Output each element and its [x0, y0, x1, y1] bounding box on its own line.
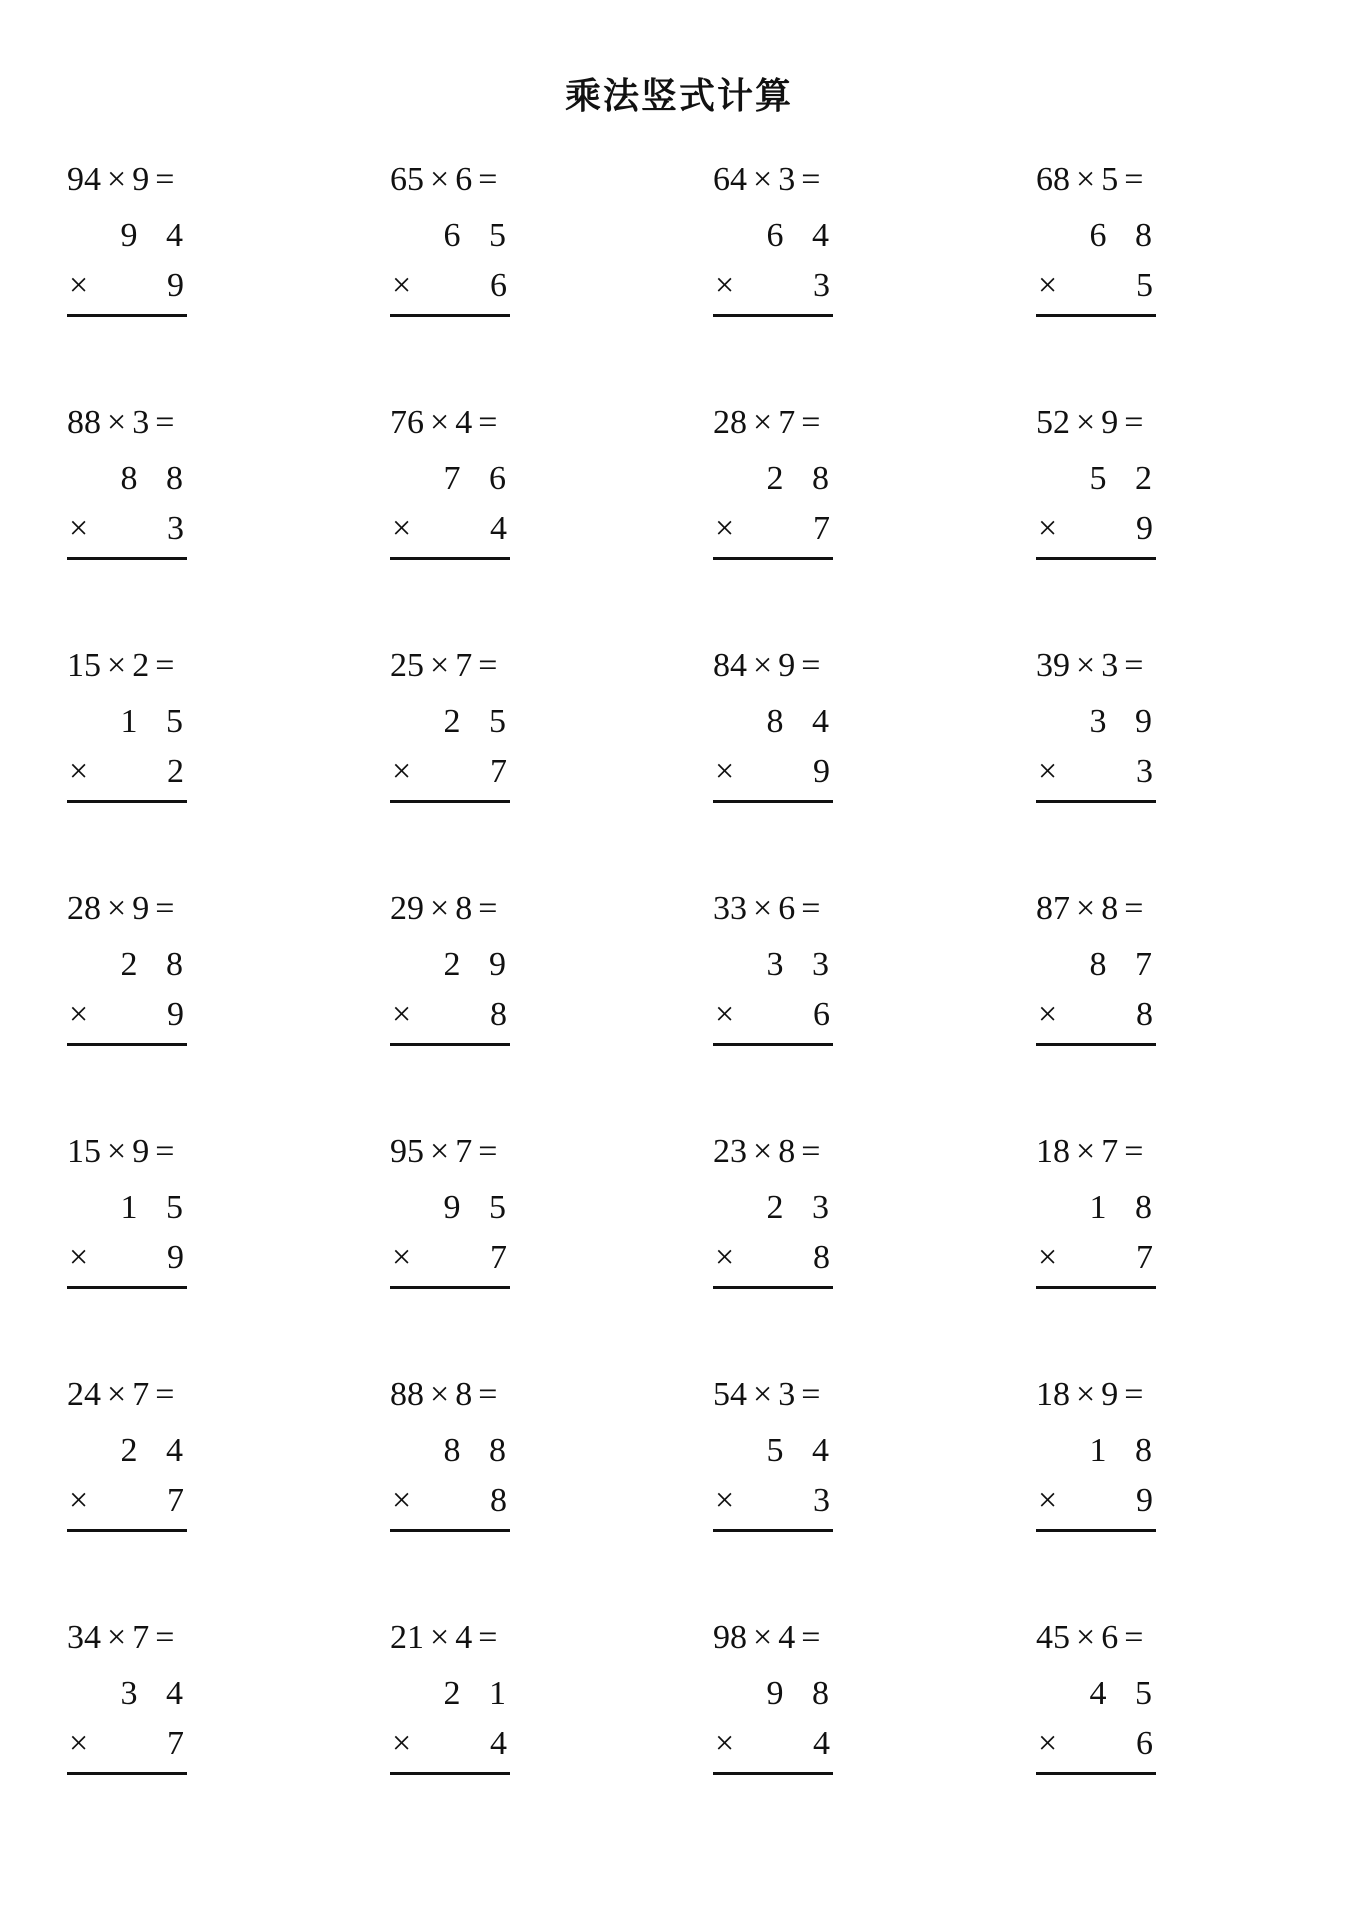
problem-equation	[67, 1375, 247, 1415]
vertical-multiplier: 3	[1136, 753, 1153, 790]
problem-item	[390, 1375, 570, 1555]
times-sign: ×	[107, 161, 127, 198]
vertical-times-sign: ×	[69, 267, 89, 304]
answer-line	[67, 1772, 187, 1775]
times-sign: ×	[1076, 404, 1096, 441]
times-sign: ×	[430, 1376, 450, 1413]
vertical-multiplier: 7	[813, 510, 830, 547]
problem-item	[390, 1618, 570, 1798]
vertical-multiplier: 3	[813, 1482, 830, 1519]
equals-sign: =	[155, 404, 175, 441]
worksheet-title: 乘法竖式计算	[564, 76, 793, 117]
vertical-times-sign: ×	[392, 510, 412, 547]
multiplicand: 39	[1036, 647, 1070, 684]
equals-sign: =	[155, 1376, 175, 1413]
answer-line	[67, 800, 187, 803]
vertical-multiplicand: 6 5	[443, 217, 516, 254]
multiplicand: 28	[713, 404, 747, 441]
multiplicand: 15	[67, 647, 101, 684]
answer-line	[67, 314, 187, 317]
answer-line	[1036, 1043, 1156, 1046]
answer-line	[713, 1529, 833, 1532]
vertical-multiplicand: 2 8	[766, 460, 839, 497]
problem-equation	[67, 1132, 247, 1172]
vertical-multiplicand: 9 4	[120, 217, 193, 254]
equals-sign: =	[155, 1133, 175, 1170]
times-sign: ×	[1076, 1133, 1096, 1170]
vertical-multiplier: 6	[490, 267, 507, 304]
multiplicand: 33	[713, 890, 747, 927]
vertical-times-sign: ×	[1038, 1725, 1058, 1762]
problem-equation	[67, 403, 247, 443]
answer-line	[390, 1529, 510, 1532]
times-sign: ×	[1076, 647, 1096, 684]
vertical-multiplicand: 8 8	[120, 460, 193, 497]
times-sign: ×	[1076, 1619, 1096, 1656]
vertical-times-sign: ×	[1038, 1482, 1058, 1519]
problem-equation	[713, 1618, 893, 1658]
multiplicand: 18	[1036, 1133, 1070, 1170]
times-sign: ×	[430, 161, 450, 198]
multiplier: 6	[778, 890, 796, 927]
times-sign: ×	[107, 1376, 127, 1413]
vertical-multiplicand: 7 6	[443, 460, 516, 497]
vertical-times-sign: ×	[69, 996, 89, 1033]
multiplier: 7	[132, 1619, 150, 1656]
problem-equation	[67, 1618, 247, 1658]
vertical-multiplier: 8	[490, 996, 507, 1033]
problem-equation	[713, 160, 893, 200]
vertical-multiplier: 8	[1136, 996, 1153, 1033]
answer-line	[67, 557, 187, 560]
vertical-multiplicand: 9 5	[443, 1189, 516, 1226]
multiplier: 7	[455, 647, 473, 684]
times-sign: ×	[753, 1619, 773, 1656]
vertical-multiplier: 4	[490, 510, 507, 547]
vertical-multiplier: 4	[490, 1725, 507, 1762]
multiplier: 9	[132, 161, 150, 198]
equals-sign: =	[1124, 1619, 1144, 1656]
equals-sign: =	[801, 890, 821, 927]
problem-item	[1036, 1618, 1216, 1798]
answer-line	[1036, 1772, 1156, 1775]
vertical-times-sign: ×	[1038, 1239, 1058, 1276]
multiplicand: 28	[67, 890, 101, 927]
answer-line	[1036, 557, 1156, 560]
problem-item	[390, 403, 570, 583]
vertical-multiplier: 7	[490, 1239, 507, 1276]
vertical-times-sign: ×	[69, 1482, 89, 1519]
answer-line	[713, 1043, 833, 1046]
multiplicand: 65	[390, 161, 424, 198]
problem-item	[713, 646, 893, 826]
multiplicand: 24	[67, 1376, 101, 1413]
vertical-times-sign: ×	[392, 996, 412, 1033]
vertical-multiplier: 9	[1136, 510, 1153, 547]
multiplicand: 54	[713, 1376, 747, 1413]
multiplier: 7	[778, 404, 796, 441]
problem-equation	[1036, 889, 1216, 929]
vertical-multiplicand: 3 3	[766, 946, 839, 983]
multiplicand: 95	[390, 1133, 424, 1170]
vertical-multiplier: 9	[167, 996, 184, 1033]
answer-line	[390, 557, 510, 560]
multiplier: 3	[778, 1376, 796, 1413]
multiplicand: 29	[390, 890, 424, 927]
times-sign: ×	[430, 647, 450, 684]
vertical-multiplicand: 8 7	[1089, 946, 1162, 983]
answer-line	[713, 800, 833, 803]
times-sign: ×	[753, 1133, 773, 1170]
times-sign: ×	[107, 647, 127, 684]
answer-line	[390, 1772, 510, 1775]
vertical-times-sign: ×	[1038, 267, 1058, 304]
equals-sign: =	[801, 1376, 821, 1413]
multiplier: 3	[1101, 647, 1119, 684]
problem-item	[713, 160, 893, 340]
times-sign: ×	[107, 890, 127, 927]
problem-equation	[390, 1618, 570, 1658]
problem-equation	[390, 1132, 570, 1172]
vertical-times-sign: ×	[392, 1482, 412, 1519]
problem-item	[1036, 1132, 1216, 1312]
problem-item	[67, 1375, 247, 1555]
multiplicand: 76	[390, 404, 424, 441]
problem-equation	[67, 646, 247, 686]
times-sign: ×	[753, 890, 773, 927]
vertical-multiplier: 8	[813, 1239, 830, 1276]
problem-equation	[713, 403, 893, 443]
problem-item	[713, 1618, 893, 1798]
answer-line	[67, 1043, 187, 1046]
problem-item	[713, 1132, 893, 1312]
multiplier: 8	[778, 1133, 796, 1170]
multiplicand: 45	[1036, 1619, 1070, 1656]
vertical-times-sign: ×	[715, 267, 735, 304]
vertical-times-sign: ×	[715, 1239, 735, 1276]
equals-sign: =	[155, 647, 175, 684]
vertical-multiplicand: 1 5	[120, 703, 193, 740]
multiplier: 3	[778, 161, 796, 198]
equals-sign: =	[801, 1619, 821, 1656]
problem-item	[67, 1618, 247, 1798]
multiplier: 9	[1101, 404, 1119, 441]
multiplier: 8	[455, 1376, 473, 1413]
multiplier: 2	[132, 647, 150, 684]
times-sign: ×	[430, 1133, 450, 1170]
vertical-multiplicand: 1 5	[120, 1189, 193, 1226]
times-sign: ×	[753, 404, 773, 441]
vertical-multiplier: 4	[813, 1725, 830, 1762]
vertical-multiplier: 7	[1136, 1239, 1153, 1276]
vertical-times-sign: ×	[69, 510, 89, 547]
vertical-multiplicand: 3 9	[1089, 703, 1162, 740]
equals-sign: =	[1124, 890, 1144, 927]
problem-item	[1036, 889, 1216, 1069]
problem-equation	[713, 1132, 893, 1172]
vertical-multiplicand: 4 5	[1089, 1675, 1162, 1712]
vertical-times-sign: ×	[715, 510, 735, 547]
problem-item	[390, 889, 570, 1069]
equals-sign: =	[801, 404, 821, 441]
problem-equation	[67, 889, 247, 929]
problem-equation	[1036, 1375, 1216, 1415]
problem-equation	[713, 889, 893, 929]
answer-line	[713, 557, 833, 560]
answer-line	[390, 1286, 510, 1289]
vertical-multiplicand: 2 4	[120, 1432, 193, 1469]
answer-line	[390, 800, 510, 803]
times-sign: ×	[430, 404, 450, 441]
vertical-times-sign: ×	[715, 1725, 735, 1762]
vertical-multiplicand: 2 1	[443, 1675, 516, 1712]
vertical-times-sign: ×	[715, 753, 735, 790]
vertical-multiplicand: 6 4	[766, 217, 839, 254]
times-sign: ×	[1076, 890, 1096, 927]
problem-item	[390, 646, 570, 826]
times-sign: ×	[753, 1376, 773, 1413]
times-sign: ×	[1076, 1376, 1096, 1413]
answer-line	[713, 1772, 833, 1775]
vertical-times-sign: ×	[392, 1725, 412, 1762]
answer-line	[390, 314, 510, 317]
equals-sign: =	[1124, 1133, 1144, 1170]
equals-sign: =	[155, 161, 175, 198]
multiplier: 8	[1101, 890, 1119, 927]
vertical-multiplier: 5	[1136, 267, 1153, 304]
multiplicand: 87	[1036, 890, 1070, 927]
equals-sign: =	[478, 1619, 498, 1656]
vertical-times-sign: ×	[1038, 996, 1058, 1033]
multiplicand: 18	[1036, 1376, 1070, 1413]
vertical-multiplier: 3	[813, 267, 830, 304]
problem-item	[67, 160, 247, 340]
answer-line	[1036, 314, 1156, 317]
problem-item	[390, 160, 570, 340]
problem-equation	[713, 1375, 893, 1415]
problem-equation	[67, 160, 247, 200]
multiplier: 4	[778, 1619, 796, 1656]
vertical-multiplier: 7	[490, 753, 507, 790]
equals-sign: =	[801, 1133, 821, 1170]
multiplier: 3	[132, 404, 150, 441]
problem-item	[67, 403, 247, 583]
multiplicand: 23	[713, 1133, 747, 1170]
vertical-multiplicand: 8 8	[443, 1432, 516, 1469]
vertical-multiplicand: 3 4	[120, 1675, 193, 1712]
answer-line	[67, 1529, 187, 1532]
vertical-multiplicand: 8 4	[766, 703, 839, 740]
equals-sign: =	[155, 1619, 175, 1656]
problem-equation	[390, 646, 570, 686]
vertical-times-sign: ×	[715, 996, 735, 1033]
answer-line	[1036, 1529, 1156, 1532]
vertical-multiplier: 9	[167, 1239, 184, 1276]
vertical-times-sign: ×	[69, 753, 89, 790]
vertical-multiplicand: 9 8	[766, 1675, 839, 1712]
answer-line	[67, 1286, 187, 1289]
vertical-multiplicand: 2 5	[443, 703, 516, 740]
equals-sign: =	[1124, 161, 1144, 198]
equals-sign: =	[478, 890, 498, 927]
times-sign: ×	[753, 647, 773, 684]
vertical-multiplier: 7	[167, 1482, 184, 1519]
times-sign: ×	[753, 161, 773, 198]
times-sign: ×	[107, 1133, 127, 1170]
vertical-times-sign: ×	[1038, 753, 1058, 790]
times-sign: ×	[430, 1619, 450, 1656]
equals-sign: =	[478, 161, 498, 198]
multiplicand: 52	[1036, 404, 1070, 441]
vertical-multiplicand: 2 3	[766, 1189, 839, 1226]
multiplicand: 21	[390, 1619, 424, 1656]
problem-equation	[390, 160, 570, 200]
multiplier: 8	[455, 890, 473, 927]
answer-line	[713, 1286, 833, 1289]
multiplier: 5	[1101, 161, 1119, 198]
problem-item	[1036, 160, 1216, 340]
answer-line	[1036, 800, 1156, 803]
problem-equation	[1036, 160, 1216, 200]
multiplicand: 25	[390, 647, 424, 684]
vertical-times-sign: ×	[69, 1725, 89, 1762]
equals-sign: =	[1124, 404, 1144, 441]
multiplier: 9	[1101, 1376, 1119, 1413]
multiplicand: 98	[713, 1619, 747, 1656]
vertical-multiplicand: 5 2	[1089, 460, 1162, 497]
multiplicand: 68	[1036, 161, 1070, 198]
multiplicand: 15	[67, 1133, 101, 1170]
vertical-multiplier: 9	[1136, 1482, 1153, 1519]
problem-equation	[390, 1375, 570, 1415]
problem-item	[1036, 403, 1216, 583]
vertical-multiplier: 9	[167, 267, 184, 304]
vertical-times-sign: ×	[69, 1239, 89, 1276]
multiplier: 4	[455, 404, 473, 441]
equals-sign: =	[478, 647, 498, 684]
vertical-multiplicand: 5 4	[766, 1432, 839, 1469]
problem-equation	[1036, 646, 1216, 686]
problem-equation	[1036, 1618, 1216, 1658]
vertical-multiplier: 6	[1136, 1725, 1153, 1762]
times-sign: ×	[107, 404, 127, 441]
problem-equation	[1036, 403, 1216, 443]
problem-equation	[1036, 1132, 1216, 1172]
equals-sign: =	[478, 404, 498, 441]
equals-sign: =	[155, 890, 175, 927]
problem-item	[1036, 1375, 1216, 1555]
multiplier: 7	[1101, 1133, 1119, 1170]
times-sign: ×	[430, 890, 450, 927]
vertical-multiplicand: 2 9	[443, 946, 516, 983]
vertical-multiplier: 7	[167, 1725, 184, 1762]
vertical-multiplier: 9	[813, 753, 830, 790]
problem-equation	[713, 646, 893, 686]
vertical-times-sign: ×	[392, 753, 412, 790]
problem-item	[390, 1132, 570, 1312]
vertical-multiplicand: 1 8	[1089, 1432, 1162, 1469]
multiplicand: 84	[713, 647, 747, 684]
problem-item	[713, 1375, 893, 1555]
multiplier: 7	[132, 1376, 150, 1413]
equals-sign: =	[478, 1133, 498, 1170]
answer-line	[1036, 1286, 1156, 1289]
vertical-multiplicand: 6 8	[1089, 217, 1162, 254]
equals-sign: =	[801, 647, 821, 684]
vertical-multiplicand: 1 8	[1089, 1189, 1162, 1226]
vertical-times-sign: ×	[392, 267, 412, 304]
equals-sign: =	[1124, 1376, 1144, 1413]
vertical-times-sign: ×	[392, 1239, 412, 1276]
multiplier: 9	[132, 890, 150, 927]
vertical-multiplier: 3	[167, 510, 184, 547]
vertical-multiplier: 8	[490, 1482, 507, 1519]
multiplicand: 64	[713, 161, 747, 198]
multiplicand: 34	[67, 1619, 101, 1656]
multiplicand: 88	[390, 1376, 424, 1413]
vertical-multiplicand: 2 8	[120, 946, 193, 983]
answer-line	[390, 1043, 510, 1046]
problem-equation	[390, 403, 570, 443]
equals-sign: =	[478, 1376, 498, 1413]
vertical-multiplier: 6	[813, 996, 830, 1033]
multiplier: 9	[132, 1133, 150, 1170]
multiplicand: 88	[67, 404, 101, 441]
equals-sign: =	[1124, 647, 1144, 684]
times-sign: ×	[1076, 161, 1096, 198]
problem-equation	[390, 889, 570, 929]
multiplier: 7	[455, 1133, 473, 1170]
problem-item	[713, 889, 893, 1069]
answer-line	[713, 314, 833, 317]
problem-item	[1036, 646, 1216, 826]
problem-item	[67, 889, 247, 1069]
vertical-multiplier: 2	[167, 753, 184, 790]
times-sign: ×	[107, 1619, 127, 1656]
problem-item	[713, 403, 893, 583]
multiplier: 6	[1101, 1619, 1119, 1656]
vertical-times-sign: ×	[1038, 510, 1058, 547]
problem-item	[67, 1132, 247, 1312]
multiplier: 6	[455, 161, 473, 198]
multiplier: 4	[455, 1619, 473, 1656]
multiplicand: 94	[67, 161, 101, 198]
multiplier: 9	[778, 647, 796, 684]
vertical-times-sign: ×	[715, 1482, 735, 1519]
equals-sign: =	[801, 161, 821, 198]
problem-item	[67, 646, 247, 826]
